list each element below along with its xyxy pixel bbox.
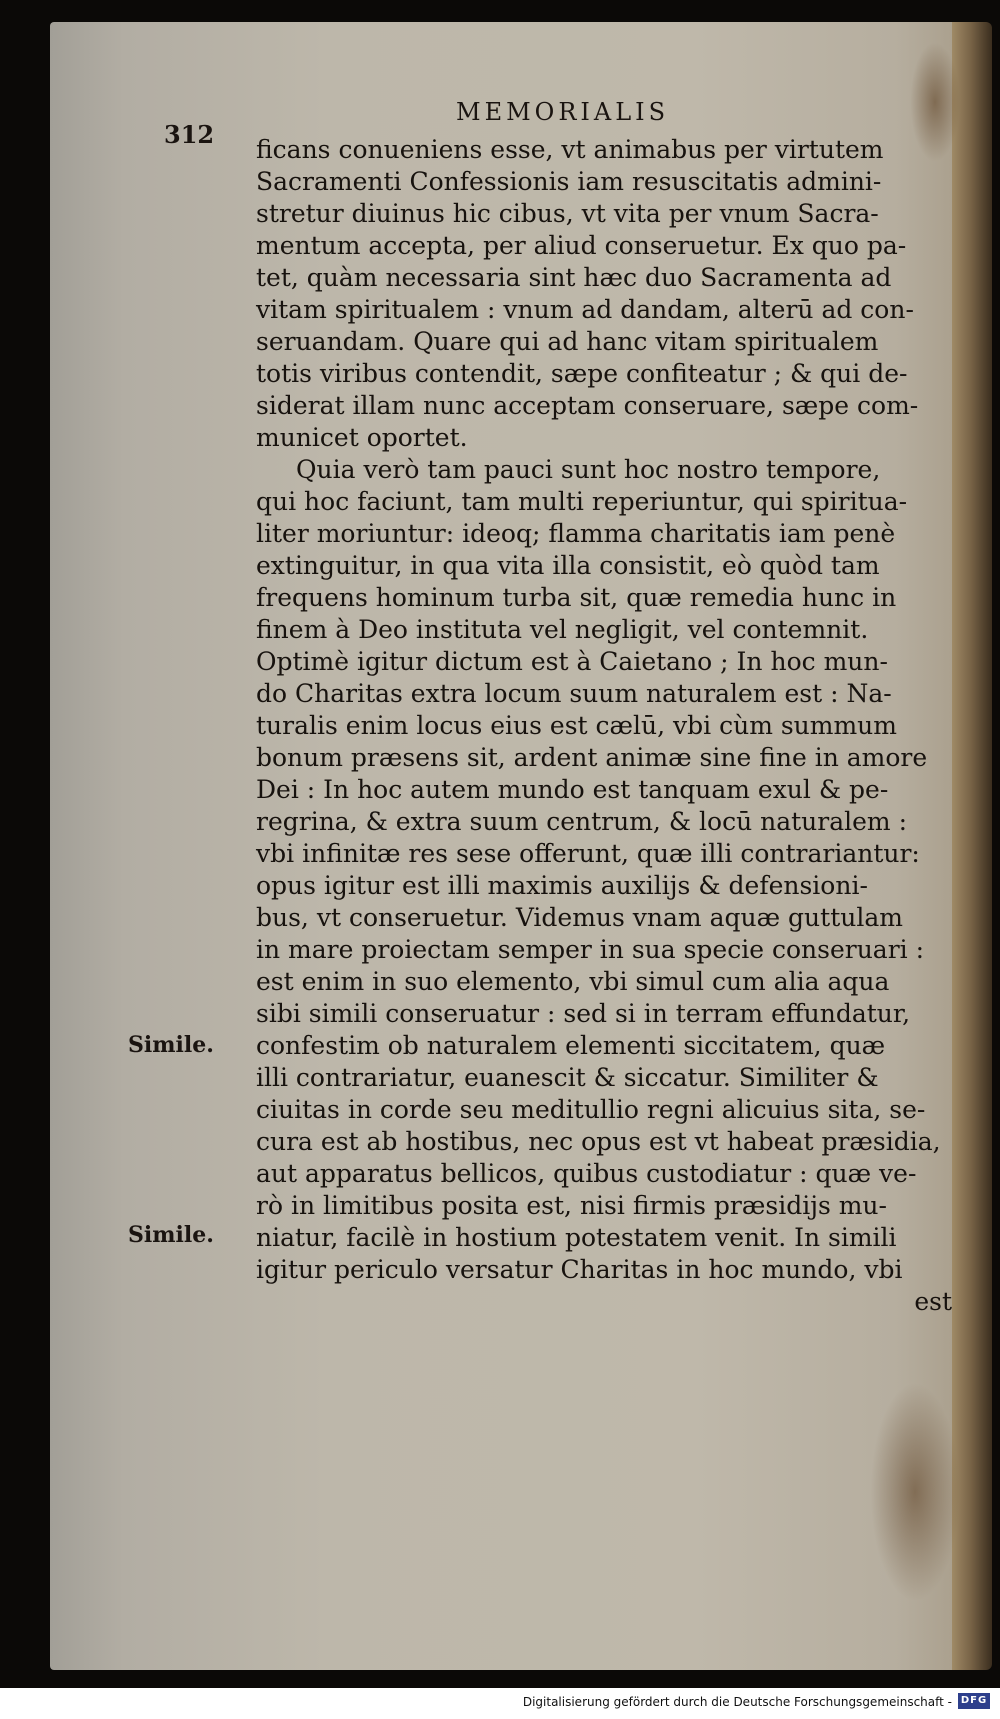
text-line: seruandam. Quare qui ad hanc vitam spiritualem xyxy=(256,327,879,356)
text-line: cura est ab hostibus, nec opus est vt habeat præsidia, xyxy=(256,1127,941,1156)
text-line: siderat illam nunc acceptam conseruare, sæpe com- xyxy=(256,391,919,420)
text-line: igitur periculo versatur Charitas in hoc mundo, vbi xyxy=(256,1255,903,1284)
text-line: Dei : In hoc autem mundo est tanquam exul & pe- xyxy=(256,775,889,804)
marginal-note: Simile. xyxy=(128,1032,214,1058)
paper-stain xyxy=(870,1382,960,1602)
text-line: bonum præsens sit, ardent animæ sine fine in amore xyxy=(256,743,928,772)
text-line: vbi infinitæ res sese offerunt, quæ illi contrariantur: xyxy=(256,839,920,868)
text-line: regrina, & extra suum centrum, & locū naturalem : xyxy=(256,807,907,836)
catchword: est xyxy=(914,1287,952,1316)
body-text xyxy=(256,134,964,1318)
text-line: stretur diuinus hic cibus, vt vita per vnum Sacra- xyxy=(256,199,879,228)
funding-credit: Digitalisierung gefördert durch die Deutsche Forschungsgemeinschaft - xyxy=(522,1695,952,1709)
text-line: illi contrariatur, euanescit & siccatur. Similiter & xyxy=(256,1063,879,1092)
text-line: mentum accepta, per aliud conseruetur. Ex quo pa- xyxy=(256,231,907,260)
running-head: MEMORIALIS xyxy=(456,98,670,126)
page-number: 312 xyxy=(164,120,215,149)
text-line: tet, quàm necessaria sint hæc duo Sacramenta ad xyxy=(256,263,892,292)
text-line: vitam spiritualem : vnum ad dandam, alterū ad con- xyxy=(256,295,914,324)
text-line: rò in limitibus posita est, nisi firmis præsidijs mu- xyxy=(256,1191,887,1220)
text-line: opus igitur est illi maximis auxilijs & defensioni- xyxy=(256,871,868,900)
text-line: extinguitur, in qua vita illa consistit, eò quòd tam xyxy=(256,551,880,580)
text-line: frequens hominum turba sit, quæ remedia hunc in xyxy=(256,583,897,612)
text-line: qui hoc faciunt, tam multi reperiuntur, qui spiritua- xyxy=(256,487,908,516)
text-line: est enim in suo elemento, vbi simul cum alia aqua xyxy=(256,967,890,996)
text-line: confestim ob naturalem elementi siccitatem, quæ xyxy=(256,1031,886,1060)
marginal-note: Simile. xyxy=(128,1222,214,1248)
text-line: do Charitas extra locum suum naturalem est : Na- xyxy=(256,679,892,708)
text-line: ciuitas in corde seu meditullio regni alicuius sita, se- xyxy=(256,1095,926,1124)
text-line: sibi simili conseruatur : sed si in terram effundatur, xyxy=(256,999,911,1028)
paragraph-start-line: Quia verò tam pauci sunt hoc nostro tempore, xyxy=(296,455,881,484)
text-line: in mare proiectam semper in sua specie conseruari : xyxy=(256,935,925,964)
text-line: Sacramenti Confessionis iam resuscitatis admini- xyxy=(256,167,882,196)
text-line: municet oportet. xyxy=(256,423,468,452)
text-line: ficans conueniens esse, vt animabus per virtutem xyxy=(256,135,884,164)
footer-bar xyxy=(0,1688,1000,1719)
text-line: aut apparatus bellicos, quibus custodiatur : quæ ve- xyxy=(256,1159,917,1188)
text-line: totis viribus contendit, sæpe confiteatur ; & qui de- xyxy=(256,359,908,388)
text-line: bus, vt conseruetur. Videmus vnam aquæ guttulam xyxy=(256,903,903,932)
text-line: Optimè igitur dictum est à Caietano ; In hoc mun- xyxy=(256,647,888,676)
text-line: turalis enim locus eius est cælū, vbi cùm summum xyxy=(256,711,897,740)
dfg-logo[interactable]: DFG xyxy=(958,1693,990,1709)
text-line: niatur, facilè in hostium potestatem venit. In simili xyxy=(256,1223,897,1252)
text-line: finem à Deo instituta vel negligit, vel contemnit. xyxy=(256,615,869,644)
text-line: liter moriuntur: ideoq; flamma charitatis iam penè xyxy=(256,519,896,548)
